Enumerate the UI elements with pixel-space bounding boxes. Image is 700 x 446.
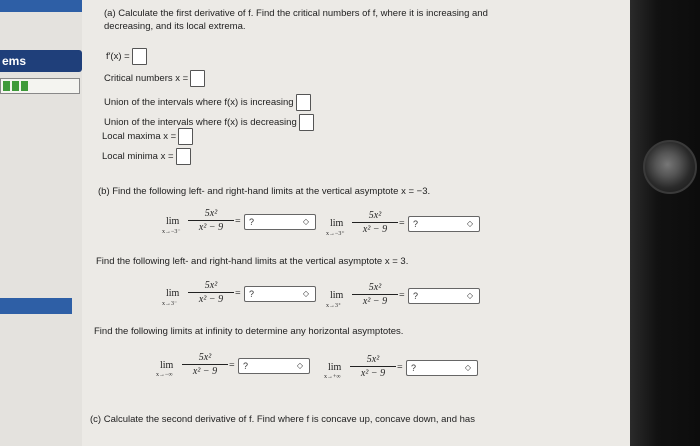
- select-value: ?: [249, 217, 255, 227]
- minima-row: [102, 148, 191, 165]
- numerator: 5x²: [182, 352, 228, 365]
- select-value: ?: [243, 361, 249, 371]
- maxima-row: [102, 128, 193, 145]
- lim-subscript: x→+∞: [324, 374, 341, 380]
- lim-subscript: x→−3⁺: [326, 231, 345, 237]
- lim-subscript: x→−∞: [156, 372, 173, 378]
- denominator: x² − 9: [198, 294, 224, 305]
- denominator: x² − 9: [362, 224, 388, 235]
- chevron-down-icon: ◇: [466, 219, 473, 228]
- derivative-label: f′(x) =: [106, 51, 130, 63]
- increasing-row: [104, 94, 311, 111]
- question-content: [82, 0, 630, 446]
- part-c-intro: (c) Calculate the second derivative of f. Find where f is concave up, concave down, and has: [90, 414, 475, 425]
- numerator: 5x²: [188, 208, 234, 221]
- lim-word: lim: [166, 216, 180, 227]
- chevron-down-icon: ◇: [302, 217, 309, 226]
- lim-subscript: x→3⁻: [162, 301, 178, 307]
- lim-subscript: x→−3⁻: [162, 229, 181, 235]
- lim-word: lim: [328, 362, 342, 373]
- lim-word: lim: [160, 360, 174, 371]
- fraction: [350, 354, 396, 379]
- limit-c1-select[interactable]: [238, 358, 310, 374]
- equals-sign: =: [399, 218, 405, 229]
- fraction: [352, 210, 398, 235]
- increasing-label: Union of the intervals where f(x) is increasing: [104, 97, 294, 109]
- lim-word: lim: [330, 218, 344, 229]
- chevron-down-icon: ◇: [302, 289, 309, 298]
- denominator: x² − 9: [198, 222, 224, 233]
- select-value: ?: [413, 219, 419, 229]
- chevron-down-icon: ◇: [296, 361, 303, 370]
- numerator: 5x²: [352, 282, 398, 295]
- local-minima-answer-box[interactable]: [176, 148, 191, 165]
- progress-indicator: [0, 78, 80, 94]
- local-maxima-label: Local maxima x =: [102, 131, 177, 143]
- chevron-down-icon: ◇: [466, 291, 473, 300]
- critical-row: [104, 70, 205, 87]
- equals-sign: =: [235, 288, 241, 299]
- equals-sign: =: [235, 216, 241, 227]
- lim-word: lim: [330, 290, 344, 301]
- chevron-down-icon: ◇: [464, 363, 471, 372]
- sidebar: [0, 0, 82, 446]
- sidebar-tab-items[interactable]: ems: [0, 50, 82, 72]
- derivative-row: [106, 48, 147, 65]
- denominator: x² − 9: [362, 296, 388, 307]
- numerator: 5x²: [350, 354, 396, 367]
- part-a-intro-line1: (a) Calculate the first derivative of f. Find the critical numbers of f, where it is increasing and: [104, 8, 488, 19]
- select-value: ?: [249, 289, 255, 299]
- select-value: ?: [413, 291, 419, 301]
- equals-sign: =: [397, 362, 403, 373]
- decreasing-label: Union of the intervals where f(x) is decreasing: [104, 117, 297, 129]
- limit-b2-select[interactable]: [408, 288, 480, 304]
- numerator: 5x²: [352, 210, 398, 223]
- part-b-intro-3: Find the following limits at infinity to determine any horizontal asymptotes.: [94, 326, 404, 337]
- sidebar-top-bar: [0, 0, 82, 12]
- lim-word: lim: [166, 288, 180, 299]
- fraction: [188, 208, 234, 233]
- select-value: ?: [411, 363, 417, 373]
- fraction: [182, 352, 228, 377]
- part-b-intro-2: Find the following left- and right-hand limits at the vertical asymptote x = 3.: [96, 256, 409, 267]
- numerator: 5x²: [188, 280, 234, 293]
- part-a-intro-line2: decreasing, and its local extrema.: [104, 21, 246, 32]
- equals-sign: =: [229, 360, 235, 371]
- local-maxima-answer-box[interactable]: [178, 128, 193, 145]
- fraction: [188, 280, 234, 305]
- denominator: x² − 9: [360, 368, 386, 379]
- equals-sign: =: [399, 290, 405, 301]
- limit-a1-select[interactable]: [244, 214, 316, 230]
- critical-numbers-answer-box[interactable]: [190, 70, 205, 87]
- derivative-answer-box[interactable]: [132, 48, 147, 65]
- decreasing-answer-box[interactable]: [299, 114, 314, 131]
- device-bezel: [630, 0, 700, 446]
- camera-lens-icon: [643, 140, 697, 194]
- increasing-answer-box[interactable]: [296, 94, 311, 111]
- denominator: x² − 9: [192, 366, 218, 377]
- limit-a2-select[interactable]: [408, 216, 480, 232]
- limit-b1-select[interactable]: [244, 286, 316, 302]
- local-minima-label: Local minima x =: [102, 151, 174, 163]
- limit-c2-select[interactable]: [406, 360, 478, 376]
- critical-numbers-label: Critical numbers x =: [104, 73, 189, 85]
- lim-subscript: x→3⁺: [326, 303, 342, 309]
- part-b-intro: (b) Find the following left- and right-hand limits at the vertical asymptote x = −3.: [98, 186, 431, 197]
- sidebar-highlight-bar: [0, 298, 72, 314]
- fraction: [352, 282, 398, 307]
